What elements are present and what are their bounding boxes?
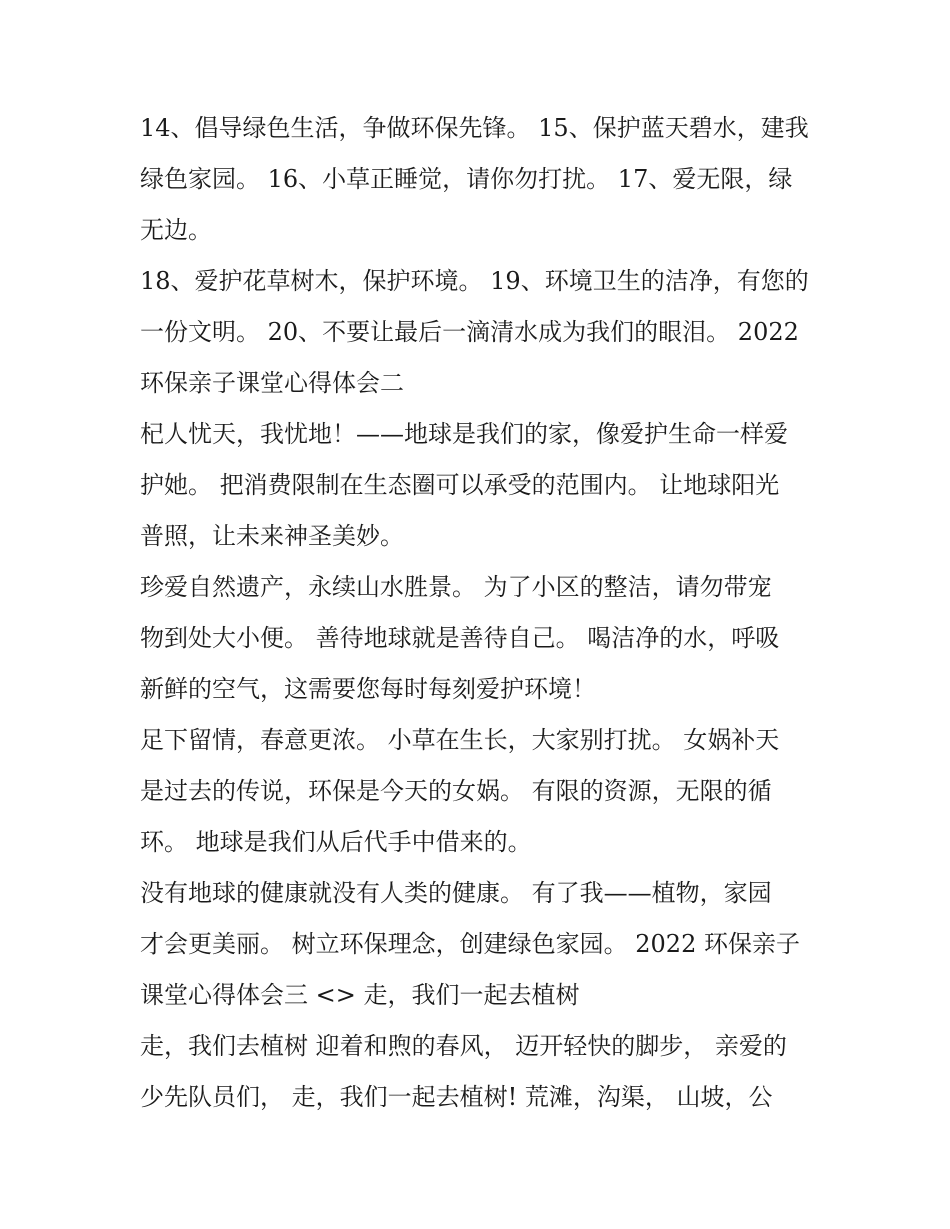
section-heading: 课堂心得体会三 <> 走，我们一起去植树 [140, 981, 580, 1009]
text-line: 才会更美丽。 树立环保理念，创建绿色家园。 2022 环保亲子 [140, 930, 800, 958]
text-line: 14、倡导绿色生活，争做环保先锋。 15、保护蓝天碧水，建我 [140, 114, 809, 142]
text-line: 足下留情，春意更浓。 小草在生长，大家别打扰。 女娲补天 [140, 726, 780, 754]
text-line: 杞人忧天，我忧地！——地球是我们的家，像爱护生命一样爱 [140, 420, 788, 448]
text-line: 普照，让未来神圣美妙。 [140, 522, 404, 550]
text-line: 护她。 把消费限制在生态圈可以承受的范围内。 让地球阳光 [140, 471, 780, 499]
text-line: 物到处大小便。 善待地球就是善待自己。 喝洁净的水，呼吸 [140, 624, 780, 652]
text-line: 无边。 [140, 216, 212, 244]
text-line: 是过去的传说，环保是今天的女娲。 有限的资源，无限的循 [140, 777, 772, 805]
text-line: 环。 地球是我们从后代手中借来的。 [140, 828, 532, 856]
text-line: 珍爱自然遗产，永续山水胜景。 为了小区的整洁，请勿带宠 [140, 573, 772, 601]
text-line: 新鲜的空气，这需要您每时每刻爱护环境！ [140, 675, 596, 703]
section-heading: 环保亲子课堂心得体会二 [140, 369, 404, 397]
text-line: 一份文明。 20、不要让最后一滴清水成为我们的眼泪。 2022 [140, 318, 799, 346]
document-body [140, 103, 812, 1123]
text-line: 18、爱护花草树木，保护环境。 19、环境卫生的洁净，有您的 [140, 267, 809, 295]
text-line: 走，我们去植树 迎着和煦的春风， 迈开轻快的脚步， 亲爱的 [140, 1032, 787, 1060]
text-line: 少先队员们， 走，我们一起去植树! 荒滩，沟渠， 山坡，公 [140, 1083, 773, 1111]
text-line: 没有地球的健康就没有人类的健康。 有了我——植物，家园 [140, 879, 772, 907]
text-line: 绿色家园。 16、小草正睡觉，请你勿打扰。 17、爱无限，绿 [140, 165, 793, 193]
